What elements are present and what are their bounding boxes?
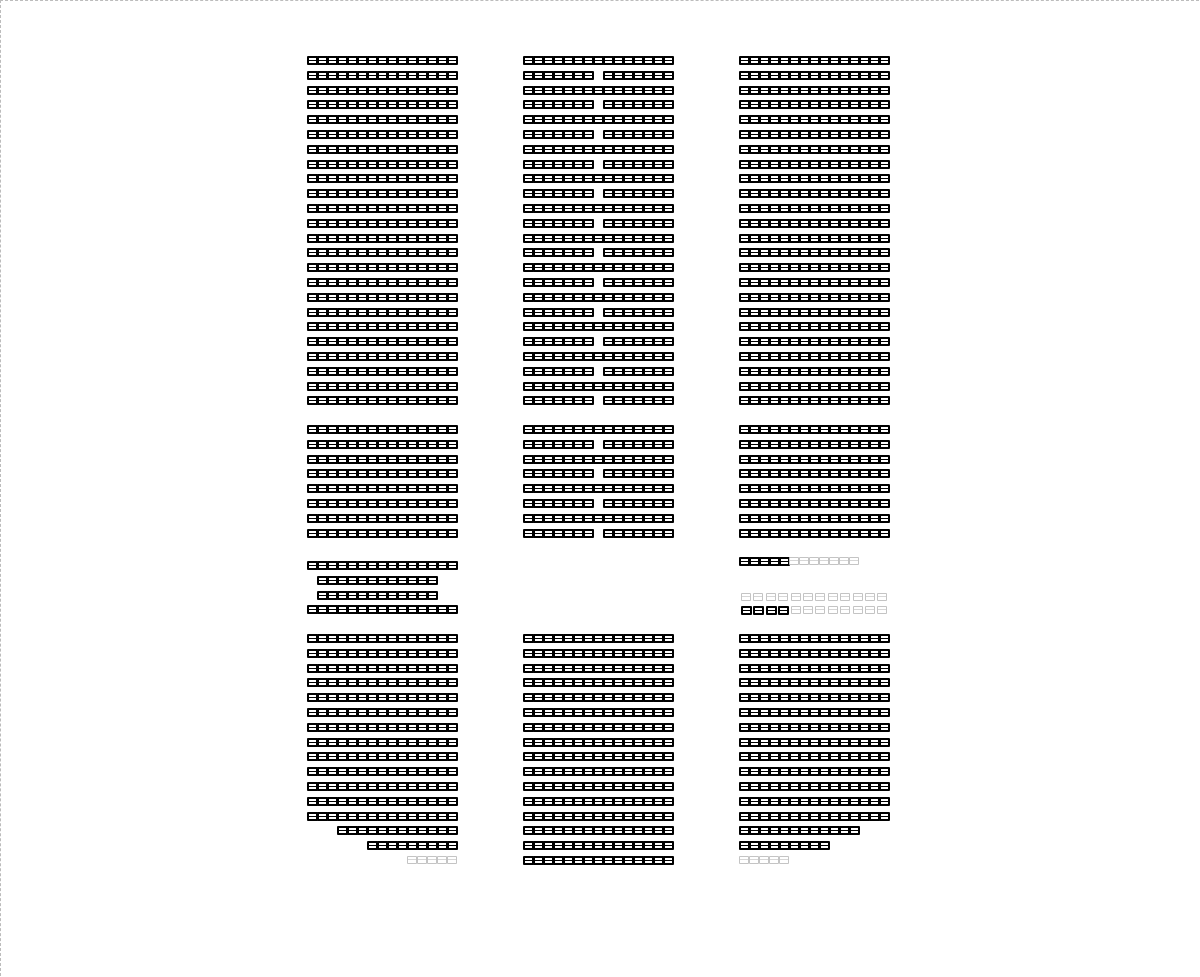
glyph-box [879, 678, 890, 687]
glyph-box [663, 812, 674, 821]
glyph-box [663, 425, 674, 434]
glyph-box [879, 322, 890, 331]
glyph-box [447, 278, 458, 287]
glyph-box [447, 440, 458, 449]
glyph-box [879, 797, 890, 806]
glyph-box [879, 469, 890, 478]
glyph-box [663, 514, 674, 523]
glyph-box [663, 263, 674, 272]
glyph-box [447, 455, 458, 464]
glyph-box [663, 352, 674, 361]
glyph-box [663, 634, 674, 643]
glyph-box [879, 382, 890, 391]
glyph-box [447, 561, 458, 570]
glyph-box [447, 826, 458, 835]
glyph-box-faded [803, 606, 813, 614]
glyph-box-faded [799, 557, 809, 565]
glyph-box [447, 130, 458, 139]
glyph-box [447, 708, 458, 717]
glyph-box [663, 115, 674, 124]
glyph-box [583, 440, 594, 449]
glyph-box-faded [447, 856, 457, 864]
glyph-box [879, 115, 890, 124]
glyph-box [663, 440, 674, 449]
glyph-box [663, 664, 674, 673]
glyph-box [427, 591, 438, 600]
glyph-box [427, 576, 438, 585]
glyph-box [583, 160, 594, 169]
glyph-box-faded [815, 593, 825, 601]
glyph-box [879, 738, 890, 747]
glyph-box [663, 455, 674, 464]
glyph-box [663, 678, 674, 687]
glyph-box [663, 382, 674, 391]
glyph-box-faded [427, 856, 437, 864]
glyph-box [879, 693, 890, 702]
glyph-box-faded [417, 856, 427, 864]
glyph-box [583, 367, 594, 376]
glyph-box [447, 204, 458, 213]
glyph-box [583, 130, 594, 139]
glyph-box-faded [828, 593, 838, 601]
glyph-box [879, 708, 890, 717]
glyph-box [447, 189, 458, 198]
glyph-box [663, 308, 674, 317]
glyph-box-faded [829, 557, 839, 565]
glyph-box [447, 469, 458, 478]
glyph-box-faded [437, 856, 447, 864]
glyph-box [447, 234, 458, 243]
glyph-box [447, 752, 458, 761]
glyph-box-faded [791, 593, 801, 601]
glyph-box [663, 174, 674, 183]
glyph-box [663, 782, 674, 791]
glyph-box [663, 100, 674, 109]
glyph-box [447, 145, 458, 154]
glyph-box-faded [865, 593, 875, 601]
glyph-box [663, 71, 674, 80]
glyph-box-faded [849, 557, 859, 565]
glyph-box [583, 396, 594, 405]
glyph-box [663, 130, 674, 139]
glyph-box-faded [853, 606, 863, 614]
glyph-box [663, 396, 674, 405]
glyph-box-faded [766, 593, 776, 601]
glyph-box [879, 352, 890, 361]
glyph-box-faded [407, 856, 417, 864]
glyph-box [879, 440, 890, 449]
glyph-box [447, 605, 458, 614]
glyph-box-faded [789, 557, 799, 565]
glyph-box [879, 248, 890, 257]
glyph-box [663, 204, 674, 213]
glyph-box [583, 499, 594, 508]
glyph-box [447, 86, 458, 95]
glyph-box [447, 322, 458, 331]
glyph-box [663, 529, 674, 538]
glyph-box [663, 723, 674, 732]
glyph-box [663, 752, 674, 761]
glyph-box [447, 308, 458, 317]
glyph-box [447, 248, 458, 257]
glyph-box-faded [741, 593, 751, 601]
glyph-box-faded [840, 606, 850, 614]
glyph-box [663, 145, 674, 154]
glyph-box [879, 145, 890, 154]
glyph-box [663, 841, 674, 850]
glyph-box-faded [779, 856, 789, 864]
glyph-box [766, 606, 777, 615]
glyph-box [447, 529, 458, 538]
glyph-box [447, 293, 458, 302]
glyph-box-faded [803, 593, 813, 601]
glyph-box-faded [877, 606, 887, 614]
glyph-box [879, 529, 890, 538]
glyph-box [879, 455, 890, 464]
glyph-box [879, 86, 890, 95]
glyph-box-faded [853, 593, 863, 601]
glyph-box [447, 337, 458, 346]
glyph-box [447, 723, 458, 732]
glyph-box-faded [791, 606, 801, 614]
glyph-box [447, 396, 458, 405]
glyph-box-faded [739, 856, 749, 864]
glyph-box [447, 841, 458, 850]
glyph-box [447, 263, 458, 272]
glyph-box [447, 71, 458, 80]
glyph-box [879, 396, 890, 405]
glyph-box [447, 484, 458, 493]
glyph-box [447, 382, 458, 391]
glyph-box [879, 752, 890, 761]
glyph-box [447, 812, 458, 821]
glyph-box [879, 263, 890, 272]
glyph-box [663, 856, 674, 865]
glyph-box [753, 606, 764, 615]
glyph-box [879, 56, 890, 65]
glyph-box [583, 278, 594, 287]
glyph-box [663, 826, 674, 835]
glyph-box [663, 56, 674, 65]
glyph-box [879, 219, 890, 228]
glyph-box [447, 100, 458, 109]
glyph-box [583, 219, 594, 228]
glyph-box [447, 693, 458, 702]
glyph-box [819, 841, 830, 850]
glyph-box [879, 367, 890, 376]
glyph-box-faded [865, 606, 875, 614]
glyph-box [447, 499, 458, 508]
glyph-box-faded [839, 557, 849, 565]
glyph-box [778, 606, 789, 615]
glyph-box [663, 278, 674, 287]
glyph-box-faded [819, 557, 829, 565]
glyph-box [447, 678, 458, 687]
glyph-box [663, 693, 674, 702]
glyph-box [879, 308, 890, 317]
glyph-box-faded [759, 856, 769, 864]
glyph-box [447, 514, 458, 523]
glyph-box [447, 115, 458, 124]
glyph-box [879, 337, 890, 346]
glyph-box [583, 71, 594, 80]
glyph-box [447, 664, 458, 673]
glyph-box-faded [840, 593, 850, 601]
glyph-box [663, 322, 674, 331]
glyph-box [447, 160, 458, 169]
glyph-box [447, 767, 458, 776]
glyph-box [879, 425, 890, 434]
glyph-box [447, 634, 458, 643]
glyph-box [583, 337, 594, 346]
glyph-box [879, 234, 890, 243]
glyph-box [583, 529, 594, 538]
glyph-box [663, 248, 674, 257]
glyph-box [879, 130, 890, 139]
glyph-box [663, 484, 674, 493]
glyph-box [447, 738, 458, 747]
glyph-box [879, 71, 890, 80]
glyph-box [849, 826, 860, 835]
glyph-box [879, 160, 890, 169]
glyph-box [663, 189, 674, 198]
glyph-box [447, 174, 458, 183]
glyph-box [663, 367, 674, 376]
glyph-box [879, 189, 890, 198]
glyph-box [663, 86, 674, 95]
glyph-box [447, 797, 458, 806]
glyph-box-faded [877, 593, 887, 601]
glyph-box [663, 234, 674, 243]
glyph-box [663, 649, 674, 658]
glyph-box [583, 100, 594, 109]
glyph-box [447, 367, 458, 376]
glyph-box-faded [753, 593, 763, 601]
glyph-box [879, 634, 890, 643]
glyph-box [879, 782, 890, 791]
glyph-box-faded [809, 557, 819, 565]
glyph-box [879, 293, 890, 302]
glyph-box [663, 797, 674, 806]
glyph-box [879, 649, 890, 658]
glyph-box [447, 649, 458, 658]
glyph-box [879, 278, 890, 287]
glyph-box [663, 293, 674, 302]
glyph-box [879, 723, 890, 732]
glyph-box-faded [815, 606, 825, 614]
glyph-box [663, 767, 674, 776]
glyph-box [447, 352, 458, 361]
glyph-box [741, 606, 752, 615]
glyph-box [447, 219, 458, 228]
glyph-box [583, 308, 594, 317]
glyph-box [879, 204, 890, 213]
glyph-box-faded [749, 856, 759, 864]
glyph-box [879, 100, 890, 109]
glyph-box [447, 782, 458, 791]
glyph-box-faded [828, 606, 838, 614]
glyph-box [879, 484, 890, 493]
glyph-box [447, 56, 458, 65]
glyph-box [663, 337, 674, 346]
glyph-box [583, 248, 594, 257]
glyph-box-faded [769, 856, 779, 864]
glyph-box [663, 469, 674, 478]
glyph-box [879, 499, 890, 508]
glyph-box [583, 469, 594, 478]
glyph-box [583, 189, 594, 198]
glyph-box [663, 160, 674, 169]
glyph-box [879, 514, 890, 523]
glyph-box [879, 174, 890, 183]
glyph-box [879, 664, 890, 673]
glyph-box [663, 708, 674, 717]
glyph-box [447, 425, 458, 434]
glyph-box [879, 812, 890, 821]
glyph-box [663, 738, 674, 747]
glyph-box [663, 499, 674, 508]
glyph-box [663, 219, 674, 228]
glyph-box-faded [778, 593, 788, 601]
glyph-box [879, 767, 890, 776]
